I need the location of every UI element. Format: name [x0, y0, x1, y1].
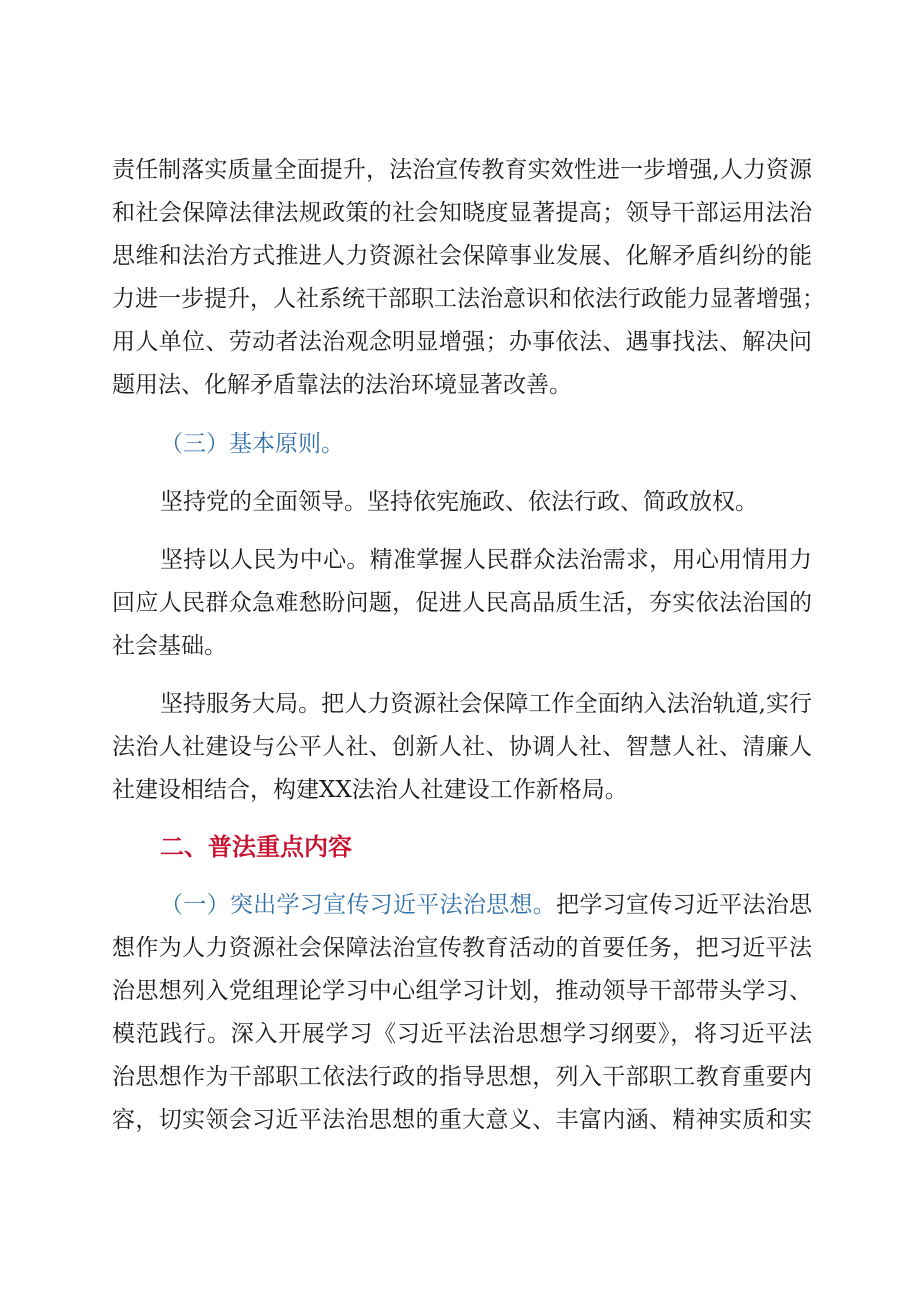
inline-sub-heading: （一）突出学习宣传习近平法治思想。: [160, 892, 557, 918]
paragraph-line: 治思想列入党组理论学习中心组学习计划，推动领导干部带头学习、: [112, 978, 812, 1004]
paragraph-line: 社建设相结合，构建XX法治人社建设工作新格局。: [112, 777, 628, 803]
paragraph-line: 坚持党的全面领导。坚持依宪施政、依法行政、简政放权。: [160, 489, 758, 515]
paragraph-line: 社会基础。: [112, 633, 227, 659]
paragraph-line-mixed: [160, 885, 812, 925]
paragraph-line: 法治人社建设与公平人社、创新人社、协调人社、智慧人社、清廉人: [112, 734, 812, 760]
paragraph-line: 和社会保障法律法规政策的社会知晓度显著提高；领导干部运用法治: [112, 200, 812, 226]
paragraph-line: 容，切实领会习近平法治思想的重大意义、丰富内涵、精神实质和实: [112, 1107, 812, 1133]
sub-heading: （三）基本原则。: [160, 431, 344, 457]
inline-text: 把学习宣传习近平法治思: [556, 892, 813, 918]
paragraph-line: 力进一步提升，人社系统干部职工法治意识和依法行政能力显著增强；: [112, 286, 825, 312]
paragraph-line: 坚持服务大局。把人力资源社会保障工作全面纳入法治轨道,实行: [160, 691, 812, 717]
paragraph-line: 用人单位、劳动者法治观念明显增强；办事依法、遇事找法、解决问: [112, 329, 812, 355]
paragraph-line: 责任制落实质量全面提升，法治宣传教育实效性进一步增强,人力资源: [112, 157, 812, 183]
paragraph-line: 题用法、化解矛盾靠法的法治环境显著改善。: [112, 372, 572, 398]
paragraph-line: 思维和法治方式推进人力资源社会保障事业发展、化解矛盾纠纷的能: [112, 243, 812, 269]
paragraph-line: 模范践行。深入开展学习《习近平法治思想学习纲要》，将习近平法: [112, 1021, 812, 1047]
paragraph-line: 治思想作为干部职工依法行政的指导思想，列入干部职工教育重要内: [112, 1064, 812, 1090]
section-heading: 二、普法重点内容: [160, 833, 352, 861]
paragraph-line: 回应人民群众急难愁盼问题，促进人民高品质生活，夯实依法治国的: [112, 590, 812, 616]
paragraph-line: 坚持以人民为中心。精准掌握人民群众法治需求，用心用情用力: [160, 547, 812, 573]
paragraph-line: 想作为人力资源社会保障法治宣传教育活动的首要任务，把习近平法: [112, 935, 812, 961]
